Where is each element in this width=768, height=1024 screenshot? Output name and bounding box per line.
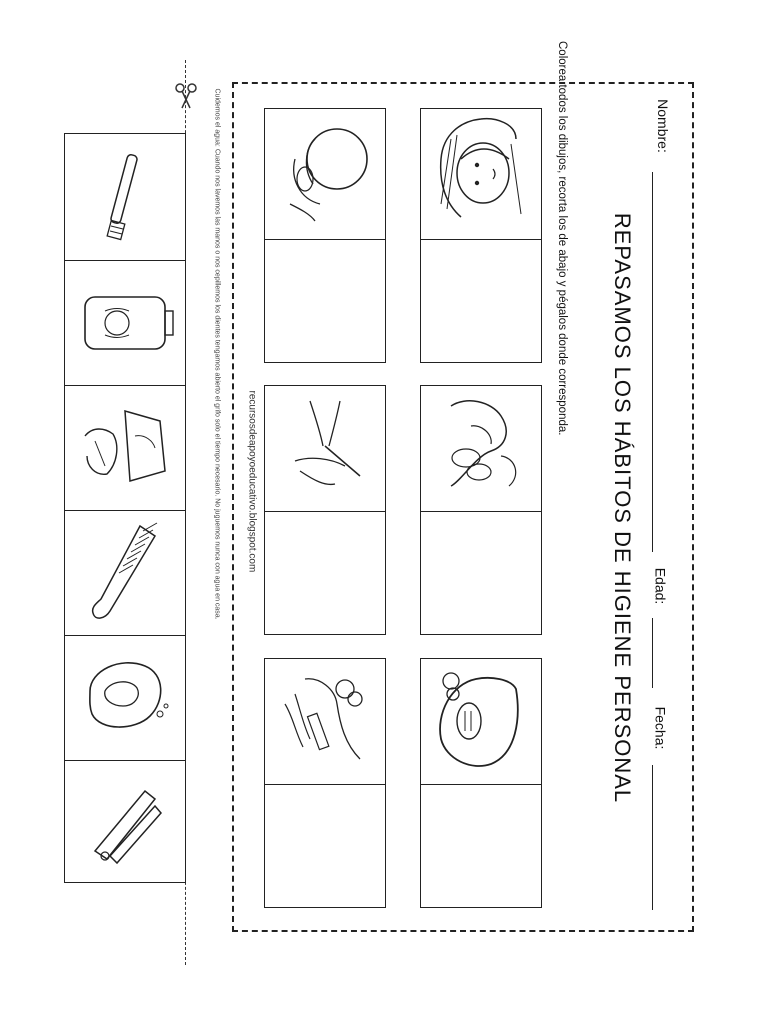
name-line — [652, 172, 653, 552]
answer-blank[interactable] — [265, 238, 385, 362]
combing-hair-icon — [265, 659, 385, 781]
cutout-item[interactable] — [65, 511, 185, 636]
answer-image-box — [265, 659, 385, 785]
answer-image-box — [265, 109, 385, 240]
answer-cell — [264, 658, 386, 908]
answer-blank[interactable] — [421, 511, 541, 634]
cutout-item[interactable] — [65, 761, 185, 882]
toothbrush-icon — [65, 134, 184, 259]
answer-cell — [420, 385, 542, 635]
date-line — [652, 765, 653, 910]
washing-head-icon — [265, 109, 385, 237]
washing-feet-icon — [421, 386, 541, 508]
nail-clipper-icon — [65, 761, 184, 880]
date-label: Fecha: — [652, 706, 669, 750]
cutout-item[interactable] — [65, 386, 185, 511]
cutout-item[interactable] — [65, 636, 185, 761]
page-title: REPASAMOS LOS HÁBITOS DE HIGIENE PERSONAL — [610, 212, 635, 804]
answer-cell — [420, 108, 542, 363]
answer-image-box — [421, 109, 541, 240]
shampoo-bottle-icon — [65, 261, 184, 384]
towel-soap-icon — [65, 386, 184, 509]
answer-blank[interactable] — [421, 784, 541, 907]
cutout-strip — [64, 133, 186, 883]
age-label: Edad: — [652, 567, 669, 605]
brushing-teeth-icon — [421, 659, 541, 781]
answer-image-box — [265, 386, 385, 512]
answer-cell — [264, 385, 386, 635]
answer-blank[interactable] — [265, 784, 385, 907]
answer-blank[interactable] — [265, 511, 385, 634]
answer-cell — [264, 108, 386, 363]
answer-image-box — [421, 659, 541, 785]
answer-image-box — [421, 386, 541, 512]
soap-dish-icon — [65, 636, 184, 759]
comb-icon — [65, 511, 184, 634]
footer-note: Cuidemos el agua: Cuando nos lavemos las manos o nos cepillemos los dientes tengamos abierto el grifo solo el tiempo necesario. No juguemos nunca con agua en casa. — [213, 88, 221, 620]
age-line — [652, 618, 653, 688]
name-label: Nombre: — [654, 99, 671, 153]
cutting-nails-icon — [265, 386, 385, 508]
girl-face-icon — [421, 109, 541, 237]
cutout-item[interactable] — [65, 134, 185, 261]
answer-cell — [420, 658, 542, 908]
footer-url: recursosdeapoyoeducativo.blogspot.com — [246, 390, 258, 573]
instructions: Colorea todos los dibujos, recorta los de abajo y pégalos donde corresponda. — [556, 41, 568, 436]
scissors-icon — [172, 82, 200, 110]
cutout-item[interactable] — [65, 261, 185, 386]
answer-blank[interactable] — [421, 238, 541, 362]
